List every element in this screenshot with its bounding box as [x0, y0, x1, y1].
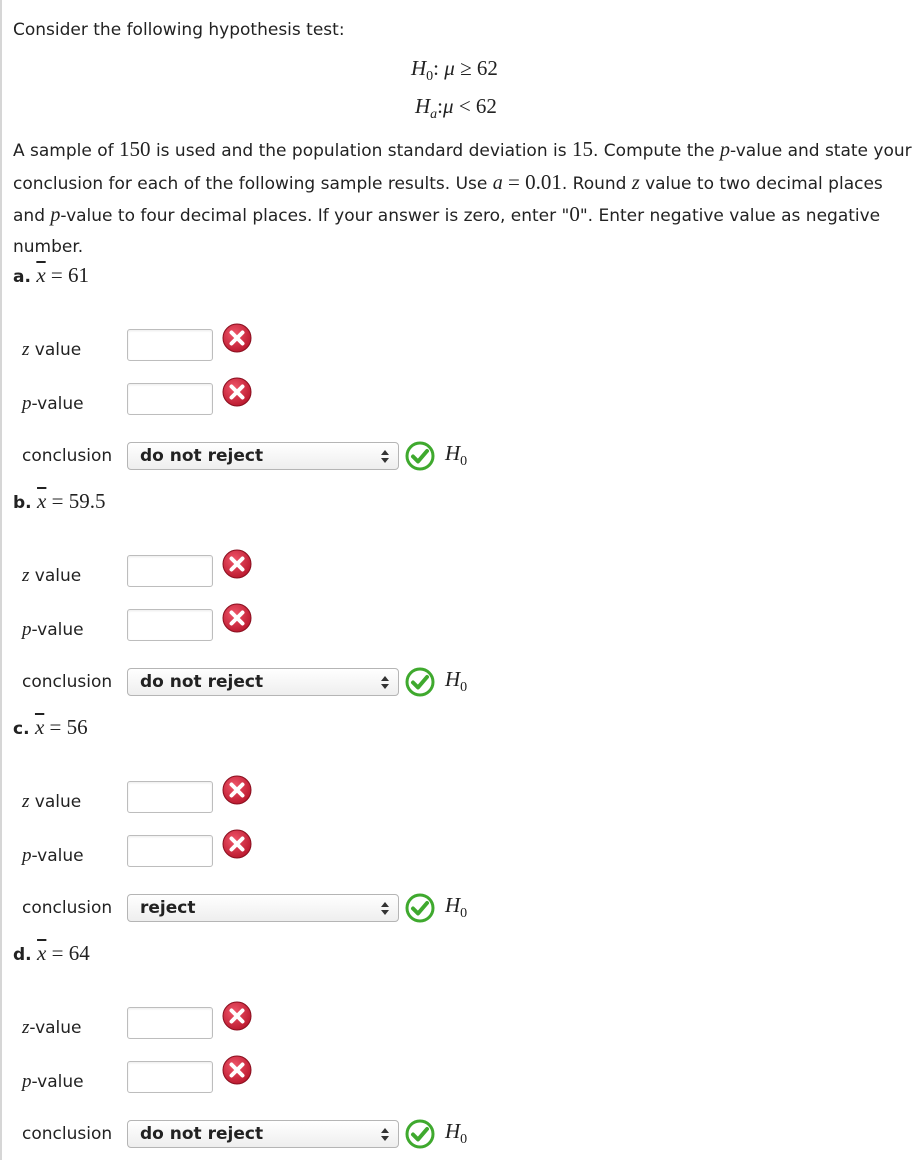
instructions-paragraph: A sample of 150 is used and the population standard deviation is 15. Compute the p-value and state your conclusion for each of the following sample results. Use a = 0.01. Round z value to two decimal places and p-value to four decimal places. If your answer is zero, enter "0". Enter negative value as negative number. [13, 137, 912, 257]
x-circle-icon [222, 323, 252, 353]
null-hypothesis: $H_0$: μ ≥ 62 [411, 56, 498, 85]
part-c-p-input[interactable] [127, 835, 213, 867]
updown-arrows-icon [381, 676, 389, 689]
part-b-header: b. $\overline{x} = 59.5$ [13, 489, 106, 513]
left-border [0, 0, 2, 1160]
part-a-conclusion-select[interactable]: do not reject [127, 442, 399, 470]
part-c-p-label: p-value [22, 845, 84, 866]
x-circle-icon [222, 775, 252, 805]
part-b-p-label: p-value [22, 619, 84, 640]
part-c-conclusion-select[interactable]: reject [127, 894, 399, 922]
part-b-z-label: z value [22, 565, 82, 586]
part-a-p-label: p-value [22, 393, 84, 414]
part-a-header: a. $\overline{x} = 61$ [13, 263, 90, 287]
part-a-p-input[interactable] [127, 383, 213, 415]
part-b-z-input[interactable] [127, 555, 213, 587]
part-d-conclusion-select[interactable]: do not reject [127, 1120, 399, 1148]
alternative-hypothesis: $H_a:\mu < 62$ [415, 94, 497, 123]
part-d-z-label: z-value [22, 1017, 82, 1038]
check-circle-icon [405, 893, 435, 923]
part-a-conclusion-label: conclusion [22, 446, 113, 466]
part-c-conclusion-label: conclusion [22, 898, 113, 918]
part-c-z-label: z value [22, 791, 82, 812]
part-d-header: d. $\overline{x} = 64$ [13, 941, 90, 965]
part-a-z-input[interactable] [127, 329, 213, 361]
x-circle-icon [222, 829, 252, 859]
part-d-p-label: p-value [22, 1071, 84, 1092]
check-circle-icon [405, 1119, 435, 1149]
updown-arrows-icon [381, 902, 389, 915]
part-a-null-hypothesis-label: $H_0$ [445, 441, 468, 470]
intro-text: Consider the following hypothesis test: [13, 20, 345, 40]
x-circle-icon [222, 377, 252, 407]
part-c-header: c. $\overline{x} = 56$ [13, 715, 88, 739]
x-circle-icon [222, 1055, 252, 1085]
part-d-conclusion-label: conclusion [22, 1124, 113, 1144]
part-b-null-hypothesis-label: $H_0$ [445, 667, 468, 696]
part-d-null-hypothesis-label: $H_0$ [445, 1119, 468, 1148]
part-b-p-input[interactable] [127, 609, 213, 641]
part-c-null-hypothesis-label: $H_0$ [445, 893, 468, 922]
updown-arrows-icon [381, 450, 389, 463]
part-a-z-label: z value [22, 339, 82, 360]
x-circle-icon [222, 603, 252, 633]
part-b-conclusion-label: conclusion [22, 672, 113, 692]
part-b-conclusion-select[interactable]: do not reject [127, 668, 399, 696]
check-circle-icon [405, 441, 435, 471]
x-circle-icon [222, 549, 252, 579]
part-d-p-input[interactable] [127, 1061, 213, 1093]
part-d-z-input[interactable] [127, 1007, 213, 1039]
part-c-z-input[interactable] [127, 781, 213, 813]
updown-arrows-icon [381, 1128, 389, 1141]
x-circle-icon [222, 1001, 252, 1031]
check-circle-icon [405, 667, 435, 697]
